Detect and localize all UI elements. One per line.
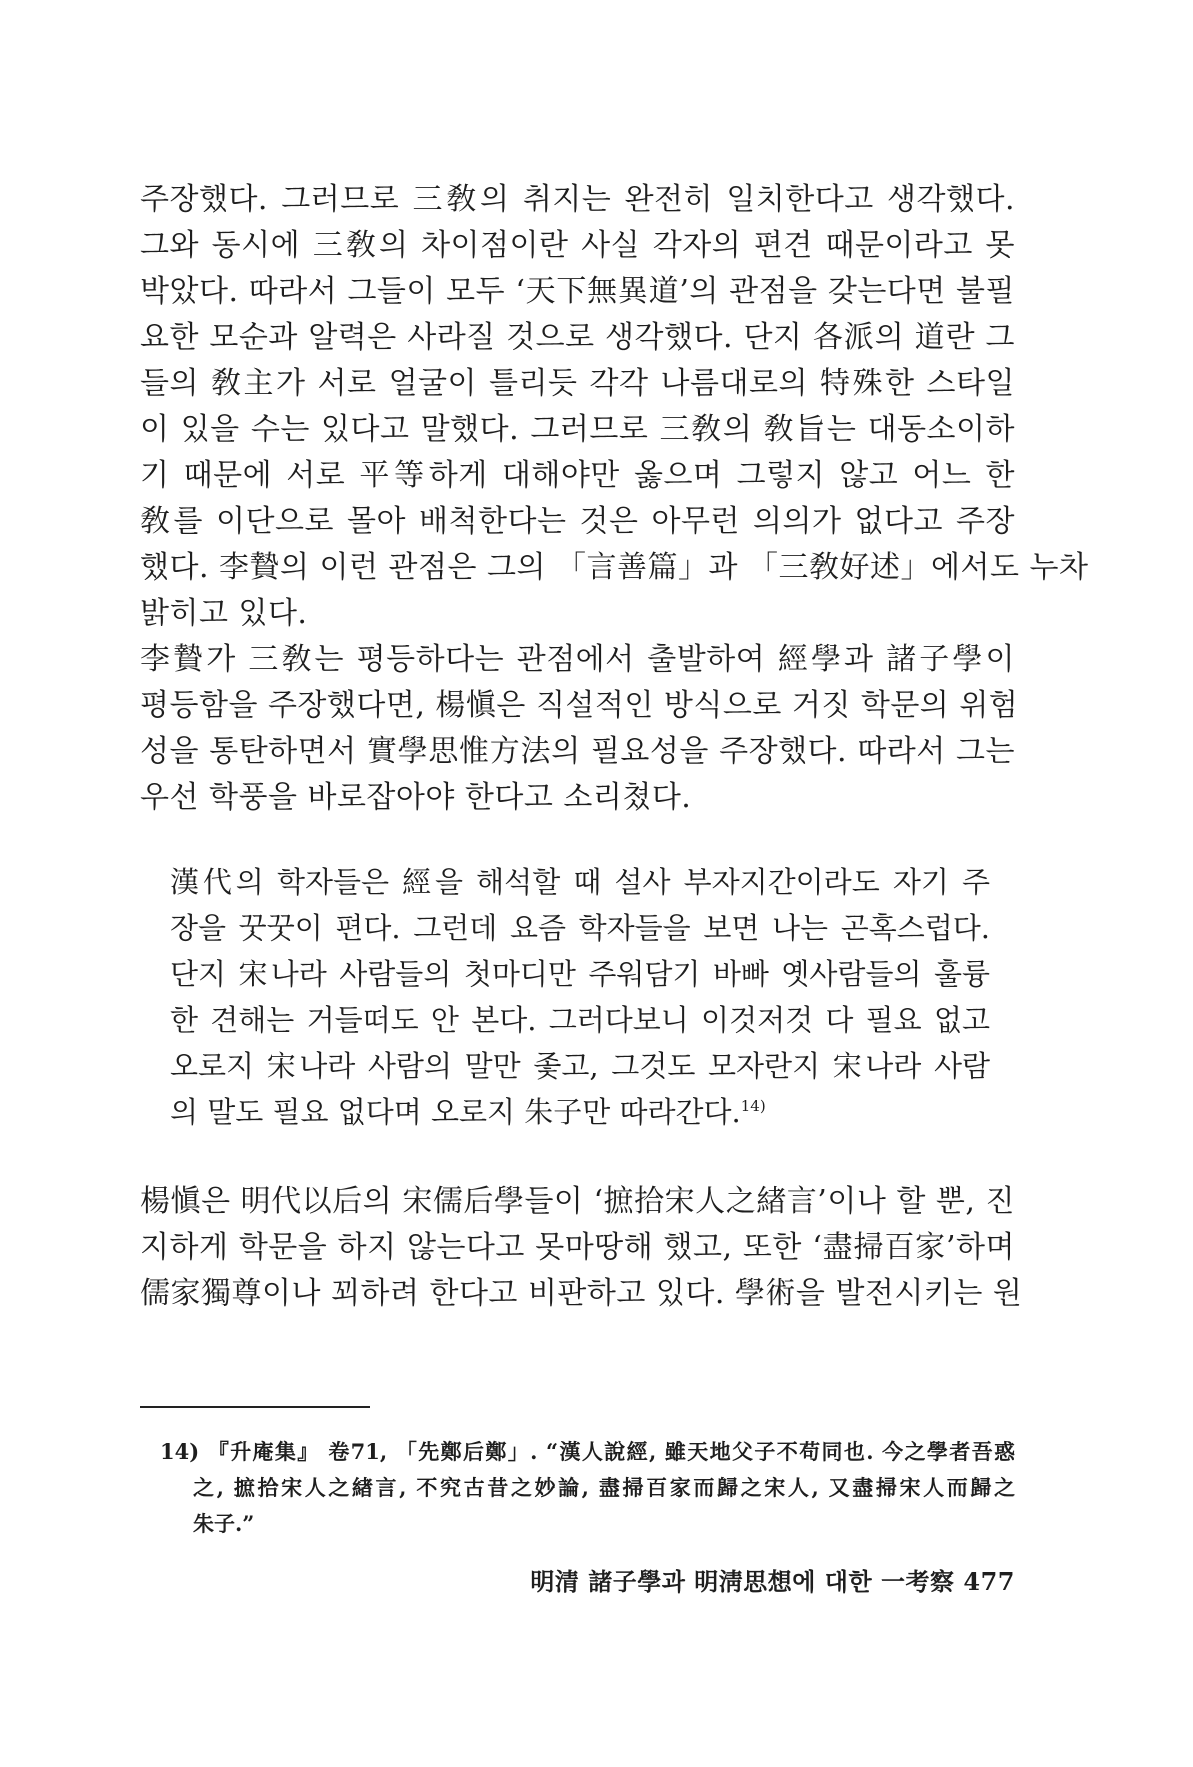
quote-line: 단지 宋나라 사람들의 첫마디만 주워담기 바빠 옛사람들의 훌륭 <box>170 957 990 991</box>
body-line: 우선 학풍을 바로잡아야 한다고 소리쳤다. <box>140 780 692 815</box>
body-line: 그와 동시에 三敎의 차이점이란 사실 각자의 편견 때문이라고 못 <box>140 228 1015 263</box>
body-line: 楊愼은 明代以后의 宋儒后學들이 ‘摭拾宋人之緖言’이나 할 뿐, 진 <box>140 1184 1015 1219</box>
body-line: 들의 敎主가 서로 얼굴이 틀리듯 각각 나름대로의 特殊한 스타일 <box>140 366 1015 401</box>
quote-line: 오로지 宋나라 사람의 말만 좇고, 그것도 모자란지 宋나라 사람 <box>170 1049 990 1083</box>
quote-line <box>170 1092 990 1132</box>
body-line: 박았다. 따라서 그들이 모두 ‘天下無異道’의 관점을 갖는다면 불필 <box>140 274 1015 309</box>
body-line: 평등함을 주장했다면, 楊愼은 직설적인 방식으로 거짓 학문의 위험 <box>140 688 1019 723</box>
footnote-line: 14) 『升庵集』 卷71, 「先鄭后鄭」. “漢人說經, 雖天地父子不苟同也. 今之學者吾惑 <box>160 1439 1015 1464</box>
body-line: 성을 통탄하면서 實學思惟方法의 필요성을 주장했다. 따라서 그는 <box>140 734 1015 769</box>
body-line: 주장했다. 그러므로 三敎의 취지는 완전히 일치한다고 생각했다. <box>140 182 1015 217</box>
quote-line: 한 견해는 거들떠도 안 본다. 그러다보니 이것저것 다 필요 없고 <box>170 1003 990 1037</box>
body-line: 요한 모순과 알력은 사라질 것으로 생각했다. 단지 各派의 道란 그 <box>140 320 1015 355</box>
quote-text: 의 말도 필요 없다며 오로지 朱子만 따라간다. <box>170 1095 741 1129</box>
body-line: 敎를 이단으로 몰아 배척한다는 것은 아무런 의의가 없다고 주장 <box>140 504 1015 539</box>
footnote-reference[interactable]: 14) <box>740 1097 766 1115</box>
body-line: 儒家獨尊이나 꾀하려 한다고 비판하고 있다. 學術을 발전시키는 원 <box>140 1276 1023 1311</box>
body-line: 했다. 李贄의 이런 관점은 그의 「言善篇」과 「三敎好述」에서도 누차 <box>140 550 1089 585</box>
footnote-line: 朱子.” <box>193 1511 255 1536</box>
body-line: 이 있을 수는 있다고 말했다. 그러므로 三敎의 敎旨는 대동소이하 <box>140 412 1015 447</box>
footnote-line: 之, 摭拾宋人之緖言, 不究古昔之妙論, 盡掃百家而歸之宋人, 又盡掃宋人而歸之 <box>193 1475 1015 1500</box>
body-line: 지하게 학문을 하지 않는다고 못마땅해 했고, 또한 ‘盡掃百家’하며 <box>140 1230 1015 1265</box>
quote-line: 漢代의 학자들은 經을 해석할 때 설사 부자지간이라도 자기 주 <box>170 865 990 899</box>
footnote-divider <box>140 1406 370 1408</box>
quote-line: 장을 꿋꿋이 편다. 그런데 요즘 학자들을 보면 나는 곤혹스럽다. <box>170 911 990 945</box>
body-line: 李贄가 三敎는 평등하다는 관점에서 출발하여 經學과 諸子學이 <box>140 642 1015 677</box>
running-header: 明清 諸子學과 明淸思想에 대한 一考察 477 <box>530 1567 1015 1596</box>
body-line: 밝히고 있다. <box>140 596 308 631</box>
body-line: 기 때문에 서로 平等하게 대해야만 옳으며 그렇지 않고 어느 한 <box>140 458 1015 493</box>
